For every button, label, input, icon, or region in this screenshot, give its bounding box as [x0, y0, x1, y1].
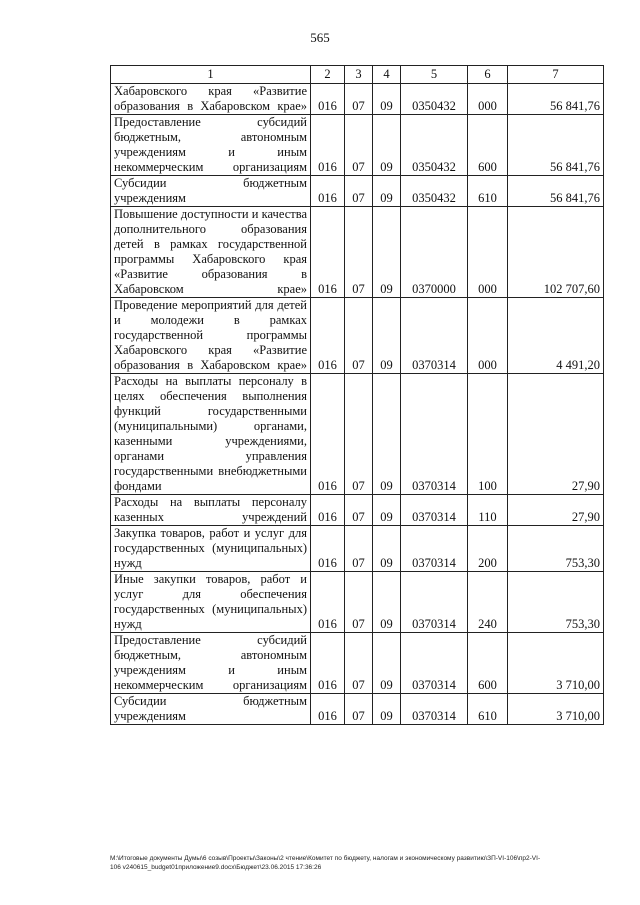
budget-table [110, 65, 604, 725]
code-cell-target: 0370314 [401, 374, 468, 495]
code-cell-target: 0370000 [401, 207, 468, 298]
code-cell-section: 07 [345, 207, 373, 298]
code-cell-target: 0350432 [401, 176, 468, 207]
code-cell-section: 07 [345, 495, 373, 526]
code-cell-subsection: 09 [373, 176, 401, 207]
code-cell-section: 07 [345, 298, 373, 374]
code-cell-ministry: 016 [311, 572, 345, 633]
table-row [111, 633, 604, 694]
code-cell-ministry: 016 [311, 176, 345, 207]
table-header-row [111, 66, 604, 84]
code-cell-subsection: 09 [373, 207, 401, 298]
name-cell [111, 694, 311, 725]
code-cell-subsection: 09 [373, 84, 401, 115]
table-row [111, 374, 604, 495]
code-cell-ministry: 016 [311, 298, 345, 374]
code-cell-section: 07 [345, 115, 373, 176]
code-cell-expense-type: 610 [468, 176, 508, 207]
amount-cell: 27,90 [508, 495, 604, 526]
header-cell-7: 7 [508, 66, 604, 84]
table-row [111, 526, 604, 572]
name-cell [111, 572, 311, 633]
code-cell-ministry: 016 [311, 633, 345, 694]
page-number: 565 [310, 30, 330, 45]
code-cell-subsection: 09 [373, 694, 401, 725]
table-row [111, 176, 604, 207]
row-label: Закупка товаров, работ и услуг для государственных (муниципальных) нужд [114, 526, 307, 570]
footer-line-1: M:\Итоговые документы Думы\6 созыв\Проекты\Законы\2 чтение\Комитет по бюджету, налогам и экономическому развитию\ЗП-VI-106\пр2-VI- [110, 855, 541, 862]
name-cell [111, 526, 311, 572]
amount-cell: 56 841,76 [508, 84, 604, 115]
table-row [111, 572, 604, 633]
code-cell-section: 07 [345, 374, 373, 495]
header-cell-3: 3 [345, 66, 373, 84]
code-cell-target: 0370314 [401, 694, 468, 725]
footer-line-2: 106 v240615_budget01приложение9.docx\Бюджет\23.06.2015 17:36:26 [110, 864, 322, 871]
amount-cell: 3 710,00 [508, 694, 604, 725]
name-cell [111, 374, 311, 495]
code-cell-expense-type: 000 [468, 298, 508, 374]
name-cell [111, 176, 311, 207]
amount-cell: 56 841,76 [508, 176, 604, 207]
code-cell-expense-type: 610 [468, 694, 508, 725]
name-cell [111, 495, 311, 526]
name-cell [111, 115, 311, 176]
name-cell [111, 207, 311, 298]
code-cell-expense-type: 600 [468, 115, 508, 176]
row-label: Иные закупки товаров, работ и услуг для обеспечения государственных (муниципальных) нужд [114, 572, 307, 631]
name-cell [111, 84, 311, 115]
code-cell-subsection: 09 [373, 115, 401, 176]
row-label: Предоставление субсидий бюджетным, автономным учреждениям и иным некоммерческим организациям [114, 115, 307, 174]
amount-cell: 4 491,20 [508, 298, 604, 374]
row-label: Субсидии бюджетным учреждениям [114, 176, 307, 205]
code-cell-target: 0350432 [401, 115, 468, 176]
code-cell-subsection: 09 [373, 374, 401, 495]
code-cell-ministry: 016 [311, 495, 345, 526]
code-cell-section: 07 [345, 176, 373, 207]
header-cell-6: 6 [468, 66, 508, 84]
table-row [111, 298, 604, 374]
code-cell-target: 0370314 [401, 633, 468, 694]
code-cell-expense-type: 000 [468, 207, 508, 298]
code-cell-subsection: 09 [373, 526, 401, 572]
row-label: Проведение мероприятий для детей и молодежи в рамках государственной программы Хабаровского края «Развитие образования в Хабаровском крае» [114, 298, 307, 372]
code-cell-section: 07 [345, 572, 373, 633]
code-cell-expense-type: 200 [468, 526, 508, 572]
code-cell-section: 07 [345, 633, 373, 694]
header-cell-1: 1 [111, 66, 311, 84]
code-cell-expense-type: 240 [468, 572, 508, 633]
code-cell-section: 07 [345, 84, 373, 115]
row-label: Расходы на выплаты персоналу в целях обеспечения выполнения функций государственными (муниципальными) органами, казенными учреждениями, органами управления государственными внебюджетными фондами [114, 374, 307, 493]
row-label: Хабаровского края «Развитие образования в Хабаровском крае» [114, 84, 307, 113]
row-label: Расходы на выплаты персоналу казенных учреждений [114, 495, 307, 524]
amount-cell: 3 710,00 [508, 633, 604, 694]
code-cell-section: 07 [345, 694, 373, 725]
code-cell-expense-type: 110 [468, 495, 508, 526]
amount-cell: 753,30 [508, 526, 604, 572]
header-cell-5: 5 [401, 66, 468, 84]
code-cell-target: 0370314 [401, 495, 468, 526]
file-path-footer [110, 854, 610, 872]
amount-cell: 27,90 [508, 374, 604, 495]
amount-cell: 753,30 [508, 572, 604, 633]
row-label: Субсидии бюджетным учреждениям [114, 694, 307, 723]
code-cell-subsection: 09 [373, 298, 401, 374]
code-cell-ministry: 016 [311, 694, 345, 725]
table-row [111, 495, 604, 526]
name-cell [111, 298, 311, 374]
code-cell-ministry: 016 [311, 207, 345, 298]
code-cell-ministry: 016 [311, 84, 345, 115]
row-label: Предоставление субсидий бюджетным, автономным учреждениям и иным некоммерческим организациям [114, 633, 307, 692]
code-cell-target: 0370314 [401, 298, 468, 374]
code-cell-expense-type: 000 [468, 84, 508, 115]
header-cell-4: 4 [373, 66, 401, 84]
code-cell-target: 0350432 [401, 84, 468, 115]
table-row [111, 115, 604, 176]
code-cell-ministry: 016 [311, 526, 345, 572]
header-cell-2: 2 [311, 66, 345, 84]
name-cell [111, 633, 311, 694]
table-row [111, 207, 604, 298]
code-cell-expense-type: 600 [468, 633, 508, 694]
table-row [111, 694, 604, 725]
code-cell-target: 0370314 [401, 572, 468, 633]
code-cell-ministry: 016 [311, 115, 345, 176]
table-row [111, 84, 604, 115]
row-label: Повышение доступности и качества дополнительного образования детей в рамках государственной программы Хабаровского края «Развитие образования в Хабаровском крае» [114, 207, 307, 296]
amount-cell: 56 841,76 [508, 115, 604, 176]
amount-cell: 102 707,60 [508, 207, 604, 298]
code-cell-subsection: 09 [373, 572, 401, 633]
code-cell-ministry: 016 [311, 374, 345, 495]
code-cell-subsection: 09 [373, 495, 401, 526]
code-cell-subsection: 09 [373, 633, 401, 694]
code-cell-target: 0370314 [401, 526, 468, 572]
code-cell-section: 07 [345, 526, 373, 572]
code-cell-expense-type: 100 [468, 374, 508, 495]
